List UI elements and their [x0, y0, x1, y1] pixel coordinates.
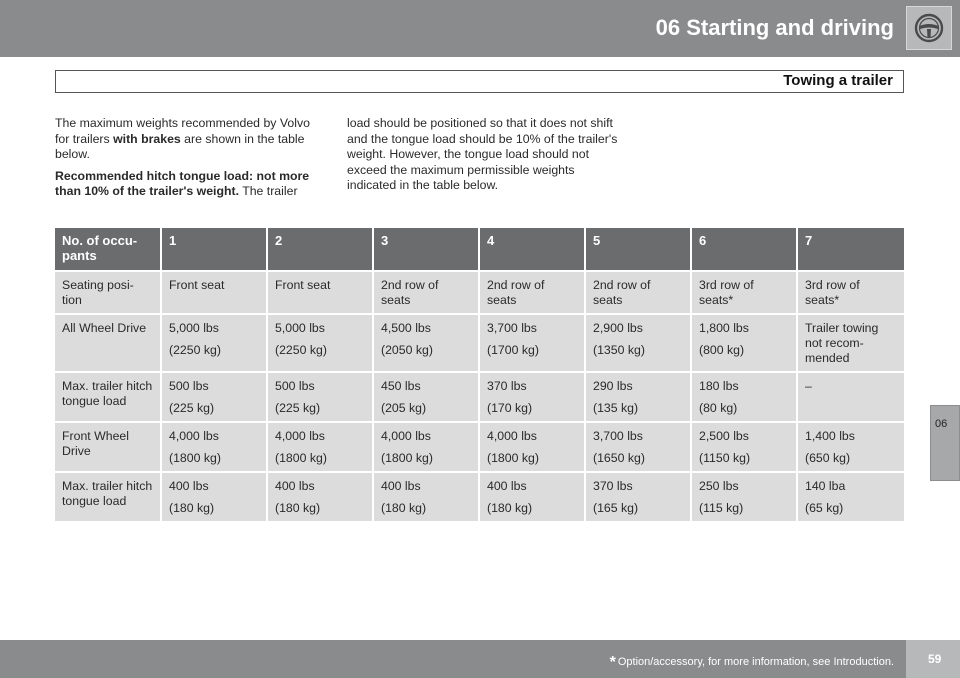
- header-1: 1: [161, 228, 267, 271]
- intro-paragraph-1: The maximum weights recommended by Volvo for trailers with brakes are shown in the table below.: [55, 116, 310, 161]
- table-cell: 2nd row of seats: [373, 271, 479, 314]
- table-row: [55, 271, 904, 314]
- table-cell: 250 lbs (115 kg): [691, 472, 797, 521]
- row-label: Front Wheel Drive: [55, 422, 161, 472]
- table-cell: 4,000 lbs (1800 kg): [161, 422, 267, 472]
- table-cell: 1,400 lbs (650 kg): [797, 422, 904, 472]
- table-cell: 4,500 lbs (2050 kg): [373, 314, 479, 372]
- table-header-row: [55, 228, 904, 271]
- table-row: [55, 314, 904, 372]
- table-cell: 3,700 lbs (1700 kg): [479, 314, 585, 372]
- table-cell: –: [797, 372, 904, 422]
- header-2: 2: [267, 228, 373, 271]
- header-7: 7: [797, 228, 904, 271]
- header-5: 5: [585, 228, 691, 271]
- towing-weights-table: [55, 228, 904, 521]
- chapter-icon-box: [906, 6, 952, 50]
- table-cell: 400 lbs (180 kg): [161, 472, 267, 521]
- table-cell: 370 lbs (165 kg): [585, 472, 691, 521]
- intro-column-left: [55, 116, 325, 206]
- section-title: Towing a trailer: [783, 72, 893, 89]
- table-cell: 4,000 lbs (1800 kg): [373, 422, 479, 472]
- table-cell: 4,000 lbs (1800 kg): [479, 422, 585, 472]
- chapter-side-tab-label: 06: [935, 418, 948, 430]
- page-number: 59: [928, 652, 942, 666]
- table-cell: Trailer towing not recom-mended: [797, 314, 904, 372]
- row-label: Max. trailer hitch tongue load: [55, 472, 161, 521]
- table-cell: 2nd row of seats: [585, 271, 691, 314]
- row-label: All Wheel Drive: [55, 314, 161, 372]
- intro-column-right: [347, 116, 619, 200]
- header-occupants: No. of occu-pants: [55, 228, 161, 271]
- steering-wheel-icon: [914, 13, 944, 43]
- chapter-title: 06 Starting and driving: [655, 15, 894, 40]
- table-cell: 290 lbs (135 kg): [585, 372, 691, 422]
- table-cell: 3rd row of seats*: [691, 271, 797, 314]
- table-cell: 2nd row of seats: [479, 271, 585, 314]
- table-cell: 140 lba (65 kg): [797, 472, 904, 521]
- header-4: 4: [479, 228, 585, 271]
- table-cell: 180 lbs (80 kg): [691, 372, 797, 422]
- table-cell: 2,500 lbs (1150 kg): [691, 422, 797, 472]
- header-3: 3: [373, 228, 479, 271]
- table-row: [55, 372, 904, 422]
- table-row: [55, 422, 904, 472]
- section-header-box: [55, 70, 904, 93]
- row-label: Max. trailer hitch tongue load: [55, 372, 161, 422]
- table-cell: 400 lbs (180 kg): [479, 472, 585, 521]
- table-cell: 500 lbs (225 kg): [267, 372, 373, 422]
- table-cell: 2,900 lbs (1350 kg): [585, 314, 691, 372]
- table-cell: 400 lbs (180 kg): [267, 472, 373, 521]
- table-cell: 370 lbs (170 kg): [479, 372, 585, 422]
- table-cell: Front seat: [161, 271, 267, 314]
- table-cell: 500 lbs (225 kg): [161, 372, 267, 422]
- table-row: [55, 472, 904, 521]
- table-cell: Front seat: [267, 271, 373, 314]
- table-cell: 1,800 lbs (800 kg): [691, 314, 797, 372]
- intro-paragraph-2: Recommended hitch tongue load: not more than 10% of the trailer's weight. The trailer: [55, 168, 310, 198]
- header-6: 6: [691, 228, 797, 271]
- table-cell: 3rd row of seats*: [797, 271, 904, 314]
- table-cell: 3,700 lbs (1650 kg): [585, 422, 691, 472]
- table-cell: 400 lbs (180 kg): [373, 472, 479, 521]
- row-label: Seating posi-tion: [55, 271, 161, 314]
- intro-paragraph-3: load should be positioned so that it does not shift and the tongue load should be 10% of the trailer's weight. However, the tongue load should not exceed the maximum permissible weights indicated in the table below.: [347, 116, 618, 192]
- table-cell: 5,000 lbs (2250 kg): [161, 314, 267, 372]
- table-cell: 4,000 lbs (1800 kg): [267, 422, 373, 472]
- footnote: * Option/accessory, for more information, see Introduction.: [609, 654, 894, 671]
- table-cell: 450 lbs (205 kg): [373, 372, 479, 422]
- table-cell: 5,000 lbs (2250 kg): [267, 314, 373, 372]
- chapter-side-tab[interactable]: [930, 405, 960, 481]
